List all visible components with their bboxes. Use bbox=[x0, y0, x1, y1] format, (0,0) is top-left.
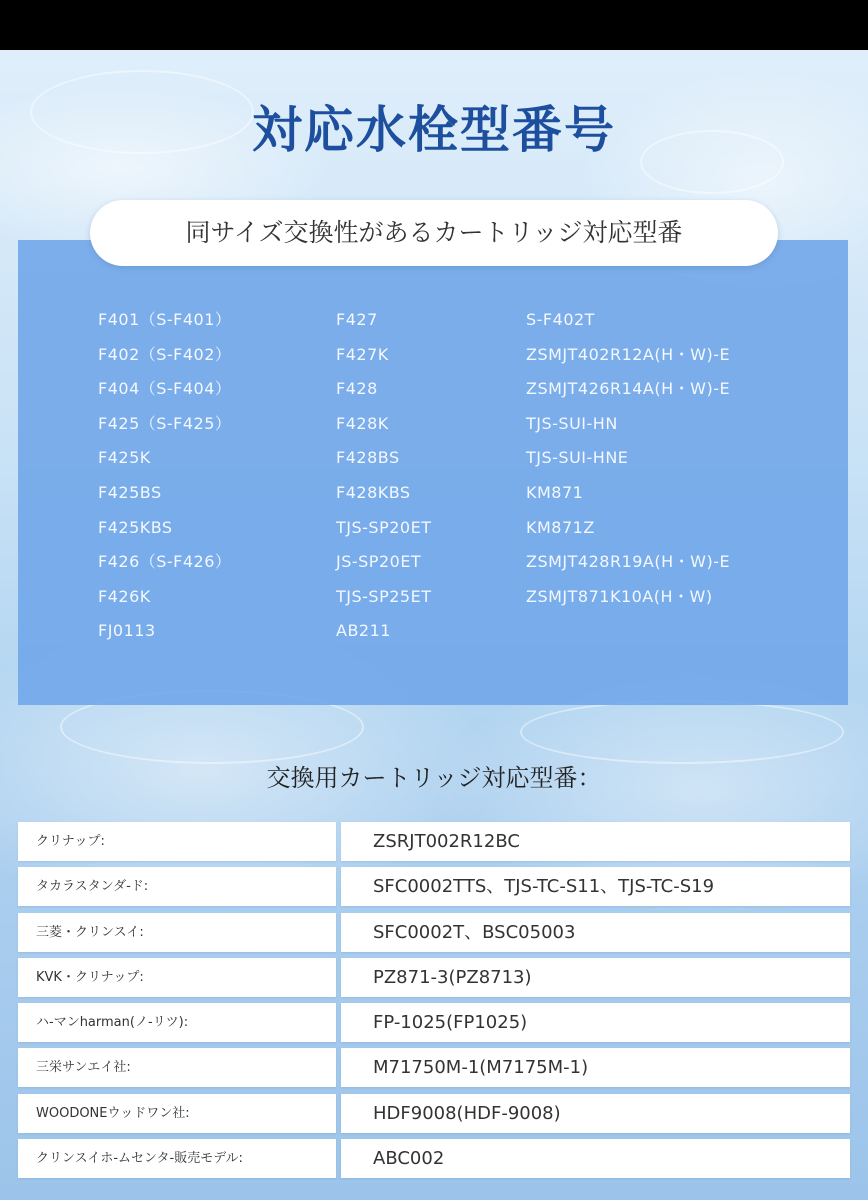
brand-cell bbox=[18, 1094, 336, 1133]
brand-cell bbox=[18, 822, 336, 861]
water-ripple bbox=[520, 700, 844, 764]
model-item: ZSMJT871K10A(H・W) bbox=[526, 586, 713, 606]
model-cell bbox=[341, 867, 850, 906]
table-row bbox=[18, 820, 850, 865]
model-item: F427K bbox=[336, 344, 389, 364]
model-item: TJS-SUI-HNE bbox=[526, 448, 629, 468]
model-item: JS-SP20ET bbox=[336, 552, 422, 572]
brand-label: 三栄サンエイ社: bbox=[36, 1060, 131, 1076]
brand-cell bbox=[18, 1139, 336, 1178]
model-cell bbox=[341, 1003, 850, 1042]
model-item: TJS-SP25ET bbox=[336, 586, 432, 606]
table-row bbox=[18, 1046, 850, 1091]
product-image bbox=[0, 50, 868, 1200]
model-cell bbox=[341, 913, 850, 952]
brand-cell bbox=[18, 913, 336, 952]
model-value: ABC002 bbox=[373, 1148, 445, 1170]
brand-label: KVK・クリナップ: bbox=[36, 969, 144, 985]
model-item: F426（S-F426） bbox=[98, 552, 232, 572]
model-value: HDF9008(HDF-9008) bbox=[373, 1102, 561, 1124]
table-row bbox=[18, 1092, 850, 1137]
model-item: F427 bbox=[336, 310, 378, 329]
brand-cell bbox=[18, 958, 336, 997]
brand-label: クリナップ: bbox=[36, 834, 105, 849]
brand-cell bbox=[18, 1003, 336, 1042]
model-value: FP-1025(FP1025) bbox=[373, 1012, 528, 1034]
model-cell bbox=[341, 822, 850, 861]
model-item: F428K bbox=[336, 413, 389, 433]
brand-label: 三菱・クリンスイ: bbox=[36, 924, 144, 940]
replacement-table bbox=[18, 820, 850, 1182]
model-cell bbox=[341, 1139, 850, 1178]
model-item: F425K bbox=[98, 448, 151, 468]
model-item: F401（S-F401） bbox=[98, 310, 232, 329]
model-value: SFC0002T、BSC05003 bbox=[373, 921, 576, 943]
model-item: FJ0113 bbox=[98, 621, 156, 641]
table-row bbox=[18, 1001, 850, 1046]
top-black-bar bbox=[0, 0, 868, 50]
model-item: F428KBS bbox=[336, 482, 411, 502]
brand-cell bbox=[18, 1048, 336, 1087]
model-cell bbox=[341, 958, 850, 997]
model-item: F425KBS bbox=[98, 517, 173, 537]
model-value: M71750M-1(M7175M-1) bbox=[373, 1057, 589, 1079]
model-item: ZSMJT426R14A(H・W)-E bbox=[526, 379, 731, 399]
model-value: SFC0002TTS、TJS-TC-S11、TJS-TC-S19 bbox=[373, 876, 715, 898]
models-column-1 bbox=[98, 303, 231, 649]
models-column-3 bbox=[526, 303, 730, 614]
table-row bbox=[18, 1137, 850, 1182]
model-item: S-F402T bbox=[526, 310, 595, 329]
model-item: ZSMJT402R12A(H・W)-E bbox=[526, 344, 731, 364]
table-row bbox=[18, 911, 850, 956]
brand-cell bbox=[18, 867, 336, 906]
model-value: ZSRJT002R12BC bbox=[373, 831, 520, 852]
model-item: F402（S-F402） bbox=[98, 344, 232, 364]
model-item: F425（S-F425） bbox=[98, 413, 232, 433]
model-item: TJS-SP20ET bbox=[336, 517, 432, 537]
model-item: F425BS bbox=[98, 482, 162, 502]
model-cell bbox=[341, 1094, 850, 1133]
brand-label: ハ-マンharman(ノ-リツ): bbox=[36, 1015, 189, 1031]
subtitle-pill: 同サイズ交換性があるカートリッジ対応型番 bbox=[90, 200, 778, 266]
models-column-2 bbox=[336, 303, 431, 649]
replacement-section-title: 交換用カートリッジ対応型番： bbox=[266, 764, 602, 792]
model-value: PZ871-3(PZ8713) bbox=[373, 966, 532, 988]
model-item: F428 bbox=[336, 379, 378, 399]
compatible-models-panel bbox=[18, 240, 848, 705]
table-row bbox=[18, 865, 850, 910]
model-item: TJS-SUI-HN bbox=[526, 413, 618, 433]
model-item: AB211 bbox=[336, 621, 391, 641]
model-item: ZSMJT428R19A(H・W)-E bbox=[526, 552, 731, 572]
table-row bbox=[18, 956, 850, 1001]
model-item: KM871 bbox=[526, 482, 584, 502]
model-item: F426K bbox=[98, 586, 151, 606]
page-title: 対応水栓型番号 bbox=[252, 101, 616, 159]
brand-label: タカラスタンダ-ド: bbox=[36, 879, 149, 895]
brand-label: WOODONEウッドワン社: bbox=[36, 1105, 190, 1121]
brand-label: クリンスイホ-ムセンタ-販売モデル: bbox=[36, 1151, 243, 1167]
model-item: F404（S-F404） bbox=[98, 379, 232, 399]
model-item: F428BS bbox=[336, 448, 400, 468]
model-item: KM871Z bbox=[526, 517, 595, 537]
model-cell bbox=[341, 1048, 850, 1087]
